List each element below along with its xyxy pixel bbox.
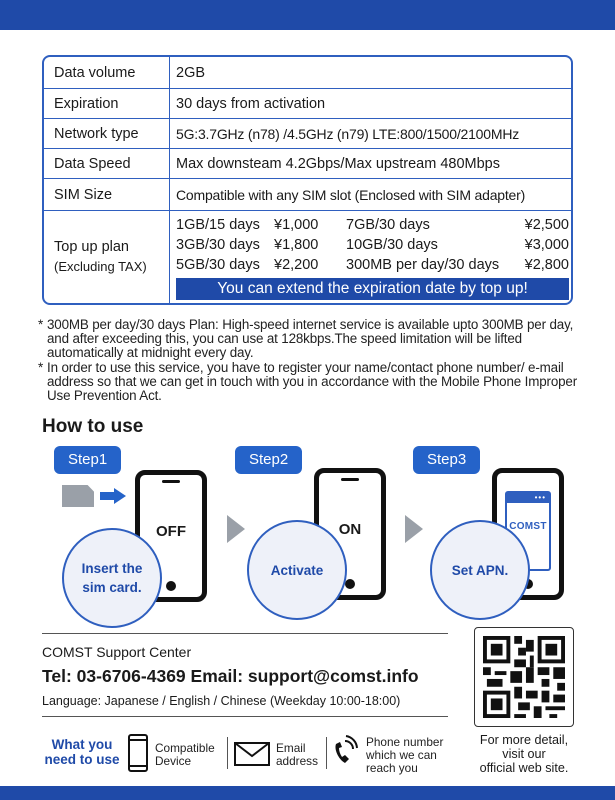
step-arrow-icon <box>405 515 423 543</box>
menu-dots-icon: ••• <box>534 493 546 502</box>
footnotes <box>38 318 578 404</box>
spec-row-network-type <box>44 119 571 149</box>
phone-screen-on-text: ON <box>338 521 362 538</box>
top-banner-bar <box>0 0 615 30</box>
phone-speaker <box>162 480 180 483</box>
plan-price: ¥2,500 <box>524 217 569 233</box>
plan-name: 5GB/30 days <box>176 257 260 273</box>
plan-name: 10GB/30 days <box>346 237 438 253</box>
spec-row-data-volume <box>44 57 571 89</box>
qr-note-line: official web site. <box>479 761 569 775</box>
insert-arrow-icon <box>100 488 126 504</box>
bottom-banner-bar <box>0 786 615 800</box>
spec-label: Data Speed <box>44 149 170 178</box>
plan-name-column <box>346 215 514 275</box>
plan-name-column <box>176 215 274 275</box>
phone-call-icon <box>330 735 358 767</box>
topup-label <box>44 211 170 303</box>
qr-note-line: visit our <box>502 747 546 761</box>
qr-note-line: For more detail, <box>479 733 569 747</box>
plan-name: 300MB per day/30 days <box>346 257 500 273</box>
phone-device-icon <box>128 734 148 772</box>
spec-value: 30 days from activation <box>176 95 326 112</box>
asterisk-icon: * <box>38 360 44 375</box>
topup-label-note: (Excluding TAX) <box>54 259 147 274</box>
plan-price: ¥2,800 <box>524 257 569 273</box>
qr-note <box>462 733 586 775</box>
spec-label: Data volume <box>44 57 170 88</box>
qr-code-icon <box>483 636 565 718</box>
requirement-email-text <box>276 742 318 768</box>
plan-price-column <box>274 215 346 275</box>
support-contact-line: Tel: 03-6706-4369 Email: support@comst.info <box>42 666 419 686</box>
footnote-text: In order to use this service, you have to register your name/contact phone number/ e-mail address so that we can get in touch with you in accordance with the Mobile Phone Improper Use Prevention Act. <box>47 360 578 403</box>
requirement-line: address <box>276 754 318 768</box>
requirement-line: Phone number <box>366 735 444 749</box>
spec-row-data-speed <box>44 149 571 179</box>
spec-row-expiration <box>44 89 571 119</box>
plan-price: ¥2,200 <box>274 257 319 273</box>
requirements-heading <box>40 737 124 767</box>
requirements-heading-line: What you <box>51 737 113 752</box>
step1-bubble <box>62 528 162 628</box>
plan-price: ¥3,000 <box>524 237 569 253</box>
topup-plan-grid <box>176 215 569 275</box>
how-to-use-title: How to use <box>42 416 144 437</box>
plan-price: ¥1,800 <box>274 237 319 253</box>
step3-bubble-text: Set APN. <box>451 562 509 578</box>
divider <box>42 633 448 634</box>
spec-label: Expiration <box>44 89 170 118</box>
phone-speaker <box>341 478 359 481</box>
requirement-phone-text <box>366 736 443 775</box>
step2-tag: Step2 <box>235 446 302 474</box>
support-language-hours: Language: Japanese / English / Chinese (Weekday 10:00-18:00) <box>42 694 401 708</box>
spec-row-topup <box>44 211 571 303</box>
requirement-line: reach you <box>366 761 418 775</box>
spec-value: Compatible with any SIM slot (Enclosed with SIM adapter) <box>176 186 526 203</box>
phone-home-button <box>166 581 176 591</box>
step-arrow-icon <box>227 515 245 543</box>
spec-label: SIM Size <box>44 179 170 210</box>
topup-plans <box>170 211 573 303</box>
divider <box>227 737 228 769</box>
divider <box>42 716 448 717</box>
footnote <box>38 361 578 403</box>
spec-label: Network type <box>44 119 170 148</box>
requirement-line: Email <box>276 741 306 755</box>
requirement-line: Compatible <box>155 741 215 755</box>
phone-screen-off-text: OFF <box>156 523 186 540</box>
topup-label-title: Top up plan <box>54 239 129 255</box>
comst-logo: COMST <box>509 521 547 532</box>
footnote <box>38 318 578 360</box>
browser-title-bar <box>507 493 549 503</box>
requirement-line: Device <box>155 754 192 768</box>
step1-tag: Step1 <box>54 446 121 474</box>
plan-price-column <box>514 215 569 275</box>
plan-name: 7GB/30 days <box>346 217 430 233</box>
qr-code[interactable] <box>474 627 574 727</box>
footnote-text: 300MB per day/30 days Plan: High-speed internet service is available upto 300MB per day, and after exceeding this, you can use at 128kbps.The speed limitation will be lifted automatically at midnight every day. <box>47 317 574 360</box>
step3-bubble <box>430 520 530 620</box>
spec-value: 2GB <box>176 64 206 81</box>
extend-expiration-banner: You can extend the expiration date by top up! <box>176 278 569 300</box>
spec-value: Max downsteam 4.2Gbps/Max upstream 480Mbps <box>176 155 500 172</box>
step1-bubble-line2: sim card. <box>82 580 142 595</box>
envelope-icon <box>234 742 270 766</box>
support-center-name: COMST Support Center <box>42 644 192 660</box>
plan-price: ¥1,000 <box>274 217 319 233</box>
step1-bubble-line1: Insert the <box>81 561 143 576</box>
divider <box>326 737 327 769</box>
spec-value: 5G:3.7GHz (n78) /4.5GHz (n79) LTE:800/1500/2100MHz <box>176 125 520 142</box>
requirement-line: which we can <box>366 748 437 762</box>
plan-name: 1GB/15 days <box>176 217 260 233</box>
phone-home-button <box>345 579 355 589</box>
step2-bubble-text: Activate <box>270 562 324 578</box>
requirements-heading-line: need to use <box>44 752 120 767</box>
asterisk-icon: * <box>38 317 44 332</box>
step3-tag: Step3 <box>413 446 480 474</box>
requirement-device-text <box>155 742 215 768</box>
sim-card-icon <box>62 485 94 507</box>
plan-name: 3GB/30 days <box>176 237 260 253</box>
spec-row-sim-size <box>44 179 571 211</box>
spec-table <box>42 55 573 305</box>
step2-bubble <box>247 520 347 620</box>
